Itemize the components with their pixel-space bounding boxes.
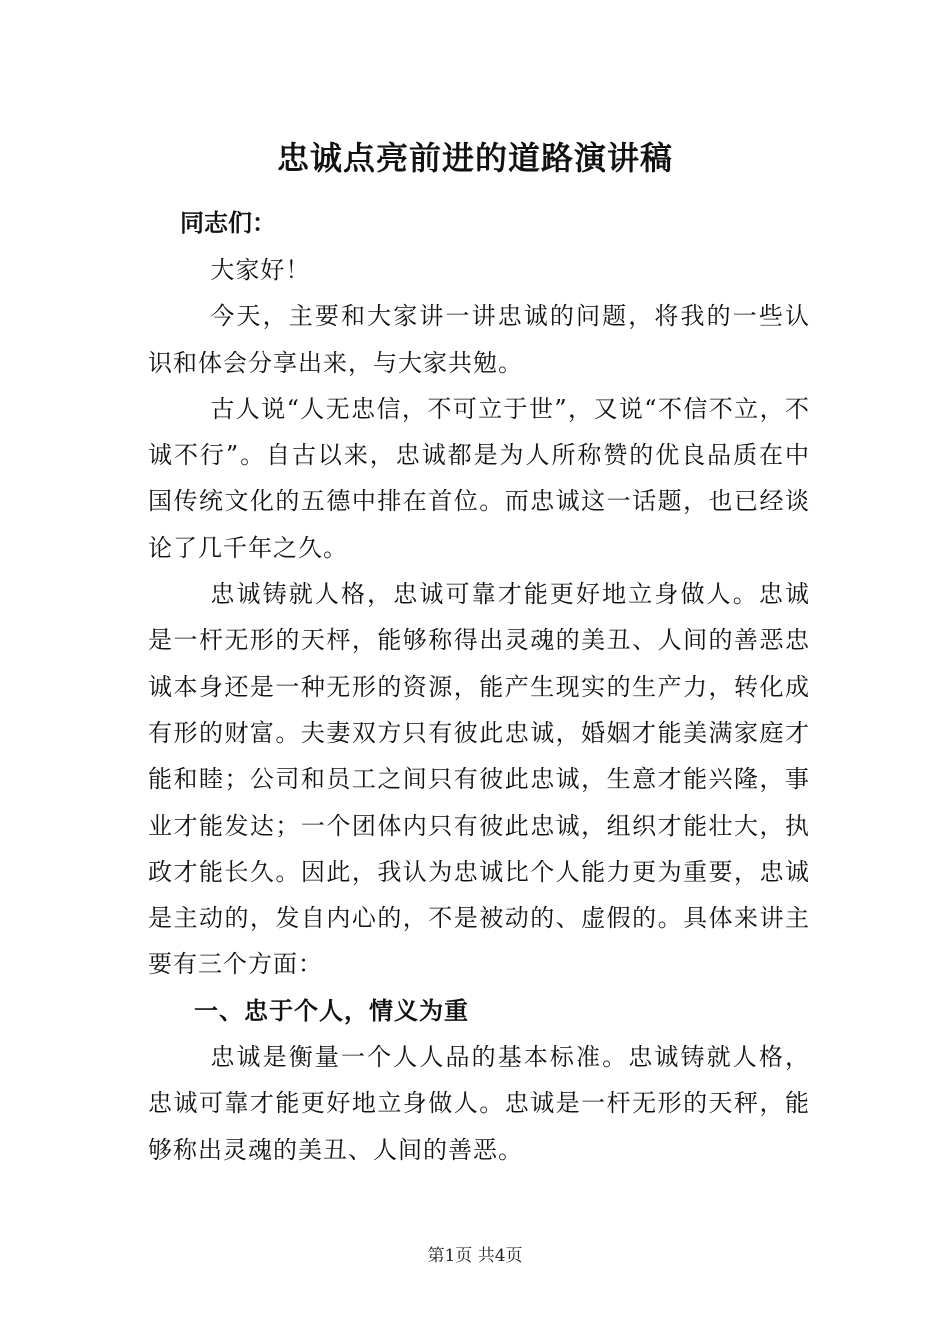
salutation: 同志们： — [180, 208, 276, 237]
paragraph-intro: 今天，主要和大家讲一讲忠诚的问题，将我的一些认识和体会分享出来，与大家共勉。 — [148, 302, 810, 377]
section-heading: 一、忠于个人，情义为重 — [194, 995, 469, 1025]
document-title: 忠诚点亮前进的道路演讲稿 — [276, 139, 673, 177]
page-number-footer: 第1页 共4页 — [427, 1246, 523, 1266]
document-body — [148, 247, 810, 1173]
paragraph-greeting: 大家好！ — [210, 256, 311, 284]
paragraph-loyalty-character: 忠诚铸就人格，忠诚可靠才能更好地立身做人。忠诚是一杆无形的天枰，能够称得出灵魂的美丑、人间的善恶忠诚本身还是一种无形的资源，能产生现实的生产力，转化成有形的财富。夫妻双方只有彼此忠诚，婚姻才能美满家庭才能和睦；公司和员工之间只有彼此忠诚，生意才能兴隆，事业才能发达；一个团体内只有彼此忠诚，组织才能壮大，执政才能长久。因此，我认为忠诚比个人能力更为重要，忠诚是主动的，发自内心的，不是被动的、虚假的。具体来讲主要有三个方面： — [148, 580, 810, 979]
section-paragraph: 忠诚是衡量一个人人品的基本标准。忠诚铸就人格，忠诚可靠才能更好地立身做人。忠诚是一杆无形的天秤，能够称出灵魂的美丑、人间的善恶。 — [148, 1043, 810, 1164]
paragraph-ancient-saying: 古人说“人无忠信，不可立于世”，又说“不信不立，不诚不行”。自古以来，忠诚都是为人所称赞的优良品质在中国传统文化的五德中排在首位。而忠诚这一话题，也已经谈论了几千年之久。 — [148, 394, 810, 562]
